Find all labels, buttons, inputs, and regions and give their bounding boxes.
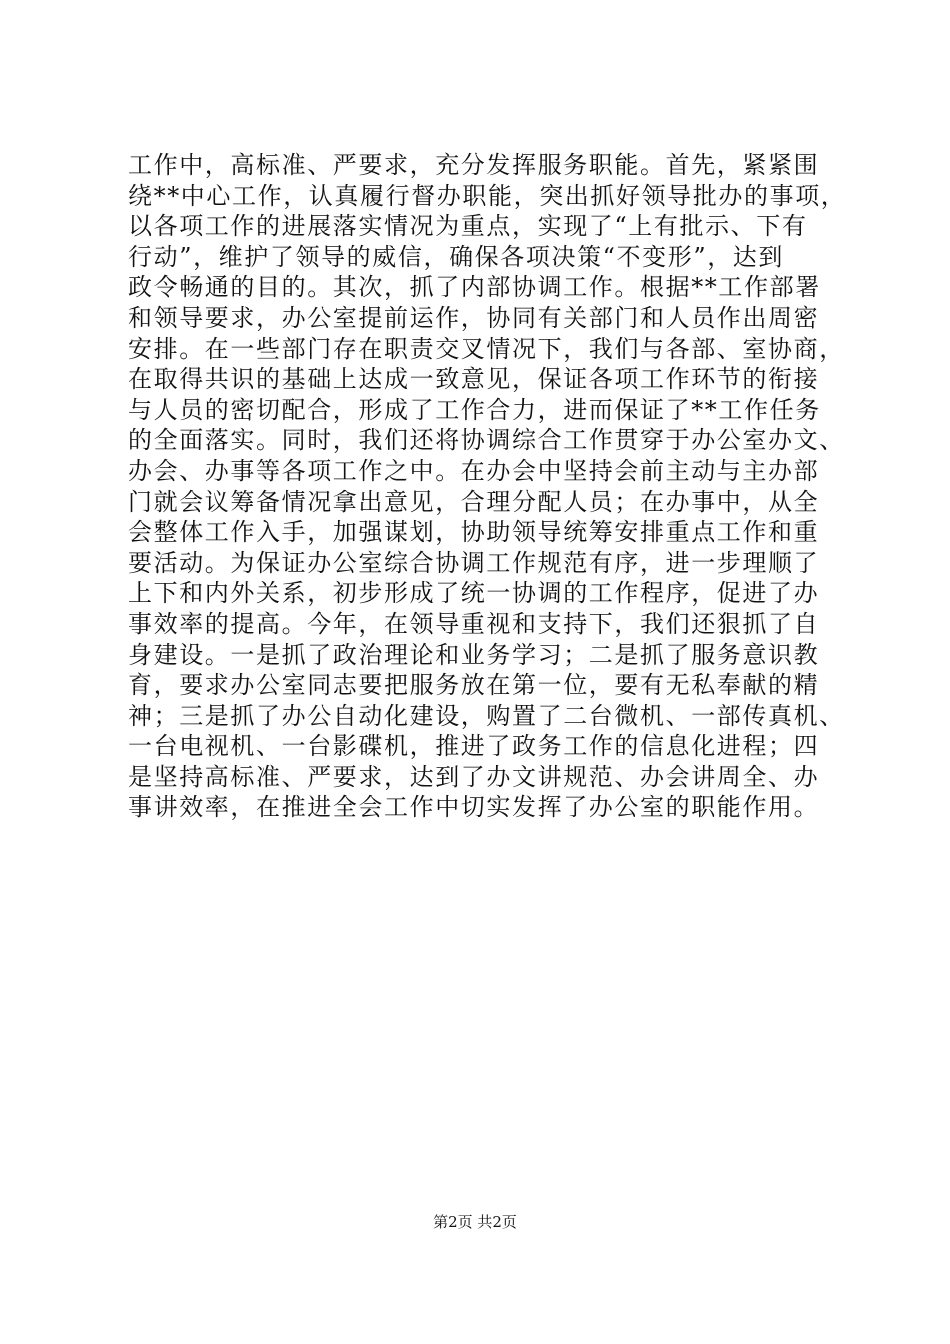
text-line: 在取得共识的基础上达成一致意见，保证各项工作环节的衔接: [128, 365, 820, 394]
text-line: 事效率的提高。今年，在领导重视和支持下，我们还狠抓了自: [128, 609, 820, 638]
page-number-footer: 第2页 共2页: [433, 1213, 517, 1231]
text-line: 会整体工作入手，加强谋划，协助领导统筹安排重点工作和重: [128, 518, 820, 547]
text-line: 育，要求办公室同志要把服务放在第一位，要有无私奉献的精: [128, 671, 820, 700]
text-line: 安排。在一些部门存在职责交叉情况下，我们与各部、室协商，: [128, 334, 845, 363]
text-line: 工作中，高标准、严要求，充分发挥服务职能。首先，紧紧围: [128, 151, 820, 179]
text-line: 门就会议筹备情况拿出意见，合理分配人员；在办事中，从全: [128, 487, 820, 516]
text-line: 是坚持高标准、严要求，达到了办文讲规范、办会讲周全、办: [128, 762, 820, 791]
text-line: 绕**中心工作，认真履行督办职能，突出抓好领导批办的事项，: [128, 181, 847, 210]
text-line: 办会、办事等各项工作之中。在办会中坚持会前主动与主办部: [128, 456, 820, 485]
text-line: 行动”，维护了领导的威信，确保各项决策“不变形”，达到: [128, 242, 785, 271]
text-line: 身建设。一是抓了政治理论和业务学习；二是抓了服务意识教: [128, 640, 820, 669]
text-line: 要活动。为保证办公室综合协调工作规范有序，进一步理顺了: [128, 548, 820, 577]
text-line: 以各项工作的进展落实情况为重点，实现了“上有批示、下有: [128, 212, 808, 241]
text-line: 和领导要求，办公室提前运作，协同有关部门和人员作出周密: [128, 303, 820, 332]
text-line: 与人员的密切配合，形成了工作合力，进而保证了**工作任务: [128, 395, 821, 424]
body-text: [128, 150, 847, 823]
text-line: 事讲效率，在推进全会工作中切实发挥了办公室的职能作用。: [128, 793, 820, 822]
text-line: 上下和内外关系，初步形成了统一协调的工作程序，促进了办: [128, 579, 820, 608]
text-line: 神；三是抓了办公自动化建设，购置了二台微机、一部传真机、: [128, 701, 845, 730]
text-line: 一台电视机、一台影碟机，推进了政务工作的信息化进程；四: [128, 732, 820, 761]
text-line: 政令畅通的目的。其次，抓了内部协调工作。根据**工作部署: [128, 273, 821, 302]
text-line: 的全面落实。同时，我们还将协调综合工作贯穿于办公室办文、: [128, 426, 845, 455]
